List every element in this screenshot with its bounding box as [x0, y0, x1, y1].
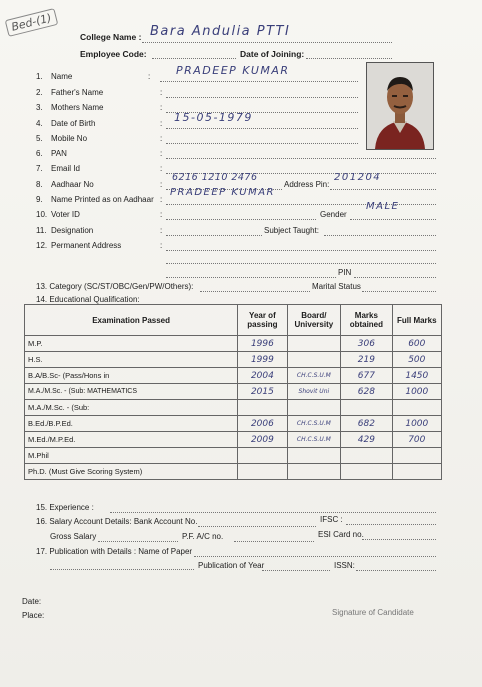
header-full-marks: Full Marks: [392, 305, 441, 336]
exam-cell: B.Ed./B.P.Ed.: [25, 416, 238, 432]
field-4-line: [166, 128, 358, 129]
field-4-colon: :: [160, 119, 163, 128]
issn-label: ISSN:: [334, 561, 355, 570]
field-6-line: [166, 158, 436, 159]
field-4-label: Date of Birth: [51, 119, 96, 128]
year-cell: 1996: [238, 336, 287, 352]
field-11-label: Designation: [51, 226, 94, 235]
marks-cell: 677: [341, 368, 392, 384]
address-pin-value: 201204: [334, 172, 382, 183]
full-marks-cell: 500: [392, 352, 441, 368]
exam-cell: M.Phil: [25, 448, 238, 464]
publication-year-label: Publication of Year: [198, 561, 265, 570]
field-10-line: [166, 219, 316, 220]
field-1-line: [160, 81, 358, 82]
college-name-value: Bara Andulia PTTI: [150, 24, 291, 39]
field-9-num: 9.: [36, 195, 43, 204]
field-11-line: [166, 235, 262, 236]
college-name-label: College Name :: [80, 32, 142, 42]
publication-name-line: [194, 556, 436, 557]
board-cell: [287, 464, 341, 480]
full-marks-cell: 1000: [392, 384, 441, 400]
marital-status-line: [362, 291, 436, 292]
field-7-num: 7.: [36, 164, 43, 173]
board-cell: Shovit Uni: [287, 384, 341, 400]
board-cell: [287, 352, 341, 368]
table-row: [25, 448, 442, 464]
exam-cell: M.A./M.Sc. - (Sub: MATHEMATICS: [25, 384, 238, 400]
table-row: [25, 464, 442, 480]
educational-qualification-label: 14. Educational Qualification:: [36, 295, 140, 304]
field-4-num: 4.: [36, 119, 43, 128]
marks-cell: 306: [341, 336, 392, 352]
year-cell: 1999: [238, 352, 287, 368]
field-12-num: 12.: [36, 241, 48, 250]
address-line-3: [166, 277, 336, 278]
date-of-joining-line: [306, 58, 392, 59]
field-11-colon: :: [160, 226, 163, 235]
exam-cell: Ph.D. (Must Give Scoring System): [25, 464, 238, 480]
board-cell: [287, 336, 341, 352]
field-8-label: Aadhaar No: [51, 180, 94, 189]
aadhaar-name-value: PRADEEP KUMAR: [170, 187, 275, 198]
signature-label: Signature of Candidate: [332, 608, 414, 617]
marks-cell: [341, 448, 392, 464]
esi-card-line: [362, 539, 436, 540]
salary-account-label: 16. Salary Account Details: Bank Account No.: [36, 517, 198, 526]
pin-line: [354, 277, 436, 278]
exam-cell: M.A./M.Sc. - (Sub:: [25, 400, 238, 416]
candidate-photo: [366, 62, 434, 150]
pin-label: PIN: [338, 268, 352, 277]
ifsc-line: [346, 524, 436, 525]
marks-cell: [341, 400, 392, 416]
board-cell: CH.C.S.U.M: [287, 368, 341, 384]
dob-value: 15-05-1979: [174, 111, 253, 124]
table-row: [25, 352, 442, 368]
experience-label: 15. Experience :: [36, 503, 94, 512]
exam-cell: M.Ed./M.P.Ed.: [25, 432, 238, 448]
address-pin-label: Address Pin:: [284, 180, 330, 189]
field-3-label: Mothers Name: [51, 103, 104, 112]
full-marks-cell: 700: [392, 432, 441, 448]
field-1-label: Name: [51, 72, 73, 81]
field-3-num: 3.: [36, 103, 43, 112]
field-3-colon: :: [160, 103, 163, 112]
field-1-num: 1.: [36, 72, 43, 81]
address-line-1: [166, 250, 436, 251]
header-year: Year of passing: [238, 305, 287, 336]
table-header-row: [25, 305, 442, 336]
pf-account-line: [234, 541, 314, 542]
field-2-line: [166, 97, 358, 98]
address-line-2: [166, 263, 436, 264]
gender-value: MALE: [366, 201, 400, 212]
full-marks-cell: [392, 448, 441, 464]
marks-cell: 429: [341, 432, 392, 448]
employee-code-label: Employee Code:: [80, 49, 147, 59]
header-marks: Marks obtained: [341, 305, 392, 336]
full-marks-cell: 600: [392, 336, 441, 352]
category-line: [200, 291, 310, 292]
gross-salary-label: Gross Salary: [50, 532, 97, 541]
field-2-num: 2.: [36, 88, 43, 97]
qualification-table: [24, 304, 442, 480]
year-cell: 2004: [238, 368, 287, 384]
field-5-num: 5.: [36, 134, 43, 143]
board-cell: [287, 448, 341, 464]
field-10-label: Voter ID: [51, 210, 80, 219]
pf-account-label: P.F. A/C no.: [182, 532, 224, 541]
publication-year-line: [262, 570, 330, 571]
table-row: [25, 384, 442, 400]
year-cell: 2006: [238, 416, 287, 432]
year-cell: 2015: [238, 384, 287, 400]
marital-status-label: Marital Status: [312, 282, 361, 291]
place-label: Place:: [22, 611, 45, 620]
field-5-colon: :: [160, 134, 163, 143]
table-row: [25, 416, 442, 432]
field-8-colon: :: [160, 180, 163, 189]
marks-cell: 628: [341, 384, 392, 400]
aadhaar-value: 6216 1210 2476: [172, 172, 258, 183]
field-5-label: Mobile No: [51, 134, 88, 143]
date-of-joining-label: Date of Joining:: [240, 49, 305, 59]
year-cell: [238, 464, 287, 480]
field-2-colon: :: [160, 88, 163, 97]
field-10-num: 10.: [36, 210, 48, 219]
year-cell: [238, 400, 287, 416]
year-cell: 2009: [238, 432, 287, 448]
marks-cell: 682: [341, 416, 392, 432]
gender-line: [350, 219, 436, 220]
publication-extra-line: [50, 569, 194, 570]
board-cell: CH.C.S.U.M: [287, 416, 341, 432]
marks-cell: [341, 464, 392, 480]
subject-taught-label: Subject Taught:: [264, 226, 320, 235]
exam-cell: M.P.: [25, 336, 238, 352]
header-board: Board/ University: [287, 305, 341, 336]
table-row: [25, 336, 442, 352]
field-9-label: Name Printed as on Aadhaar: [51, 195, 154, 204]
gender-label: Gender: [320, 210, 347, 219]
ifsc-label: IFSC :: [320, 515, 343, 524]
field-7-label: Email Id: [51, 164, 80, 173]
employee-code-line: [152, 58, 236, 59]
field-2-label: Father's Name: [51, 88, 104, 97]
field-12-colon: :: [160, 241, 163, 250]
category-label: 13. Category (SC/ST/OBC/Gen/PW/Others):: [36, 282, 194, 291]
esi-card-label: ESI Card no.: [318, 530, 364, 539]
table-row: [25, 400, 442, 416]
field-1-colon: :: [148, 72, 151, 81]
table-row: [25, 368, 442, 384]
field-6-colon: :: [160, 149, 163, 158]
header-exam: Examination Passed: [25, 305, 238, 336]
address-pin-line: [330, 189, 436, 190]
table-row: [25, 432, 442, 448]
full-marks-cell: [392, 464, 441, 480]
field-12-label: Permanent Address: [51, 241, 122, 250]
exam-cell: B.A/B.Sc- (Pass/Hons in: [25, 368, 238, 384]
experience-line: [110, 512, 436, 513]
field-8-num: 8.: [36, 180, 43, 189]
field-6-label: PAN: [51, 149, 67, 158]
year-cell: [238, 448, 287, 464]
gross-salary-line: [98, 541, 178, 542]
name-value: PRADEEP KUMAR: [176, 64, 290, 77]
full-marks-cell: 1000: [392, 416, 441, 432]
publication-label: 17. Publication with Details : Name of Paper: [36, 547, 193, 556]
full-marks-cell: 1450: [392, 368, 441, 384]
subject-taught-line: [324, 235, 436, 236]
bank-account-line: [198, 526, 316, 527]
full-marks-cell: [392, 400, 441, 416]
issn-line: [356, 570, 436, 571]
stamp-mark: Bed-(1): [5, 8, 58, 37]
board-cell: [287, 400, 341, 416]
marks-cell: 219: [341, 352, 392, 368]
exam-cell: H.S.: [25, 352, 238, 368]
field-11-num: 11.: [36, 226, 47, 235]
college-name-line: [142, 42, 392, 43]
field-5-line: [166, 143, 358, 144]
field-9-colon: :: [160, 195, 163, 204]
field-7-colon: :: [160, 164, 163, 173]
field-10-colon: :: [160, 210, 163, 219]
field-6-num: 6.: [36, 149, 43, 158]
board-cell: CH.C.S.U.M: [287, 432, 341, 448]
date-label: Date:: [22, 597, 42, 606]
